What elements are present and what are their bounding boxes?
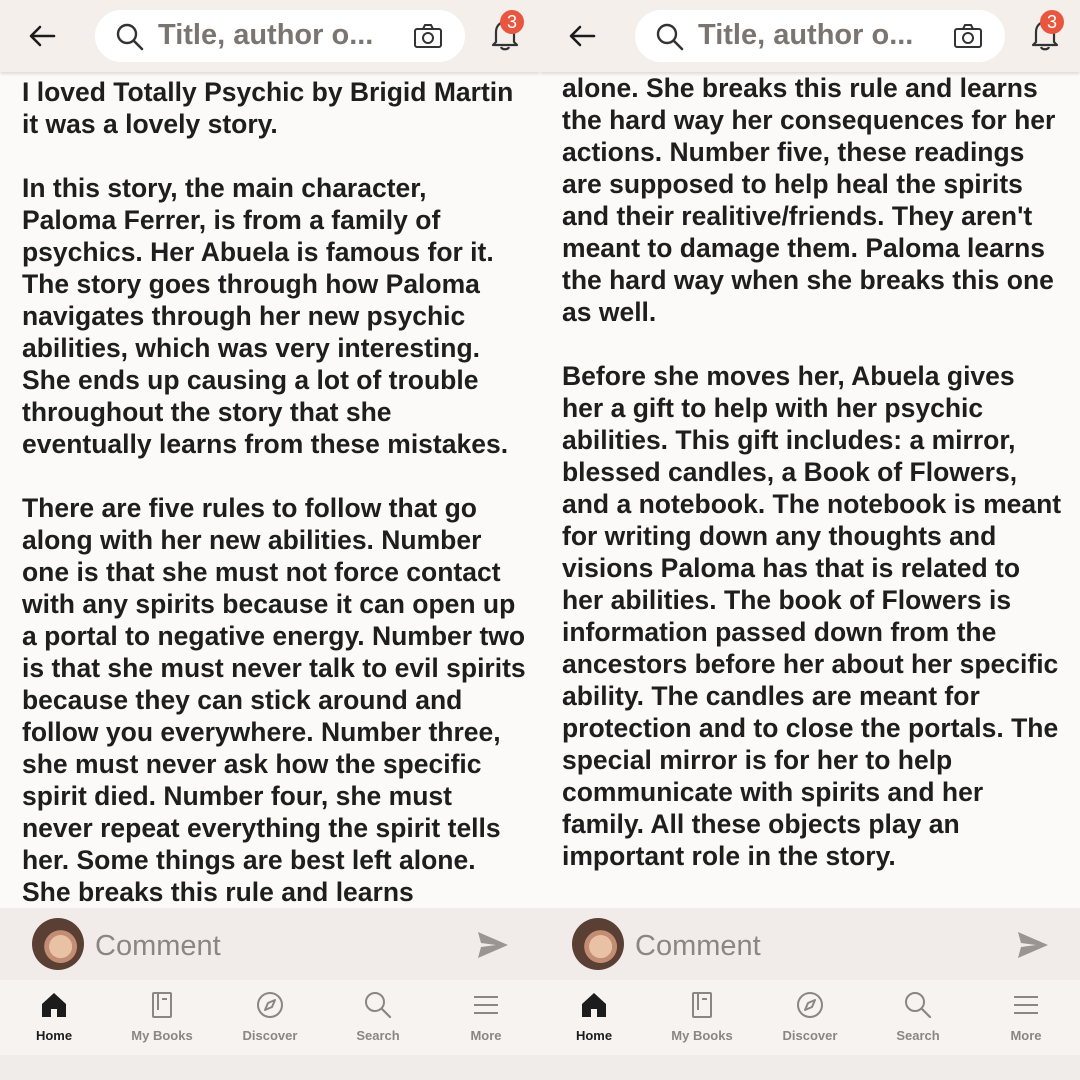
notification-badge: 3 (500, 10, 524, 34)
search-input[interactable] (95, 10, 465, 62)
send-icon[interactable] (476, 930, 510, 960)
camera-icon[interactable] (953, 23, 983, 49)
nav-label: More (470, 1028, 502, 1043)
menu-icon (1011, 990, 1041, 1020)
bottom-nav (540, 980, 1080, 1055)
menu-icon (471, 990, 501, 1020)
avatar (572, 918, 624, 970)
screen-right (540, 0, 1080, 1080)
nav-discover[interactable] (225, 990, 315, 1050)
comment-bar (540, 908, 1080, 980)
search-icon (363, 990, 393, 1020)
review-paragraph: I loved Totally Psychic by Brigid Martin it was a lovely story. (22, 77, 514, 139)
back-arrow-icon[interactable] (566, 20, 598, 52)
nav-label: My Books (671, 1028, 733, 1043)
nav-label: Search (896, 1028, 940, 1043)
books-icon (147, 990, 177, 1020)
review-paragraph: alone. She breaks this rule and learns the hard way her consequences for her actions. Number five, these readings are supposed to help heal the spirits and their realitive/friends. They aren't meant to damage them. Paloma learns the hard way when she breaks this one as well. (562, 73, 1056, 327)
nav-my-books[interactable] (117, 990, 207, 1050)
top-bar (540, 0, 1080, 72)
search-input[interactable] (635, 10, 1005, 62)
home-icon (579, 990, 609, 1020)
compass-icon (255, 990, 285, 1020)
nav-label: More (1010, 1028, 1042, 1043)
nav-label: Discover (782, 1028, 838, 1043)
review-text (22, 76, 527, 908)
comment-bar (0, 908, 540, 980)
review-paragraph: Before she moves her, Abuela gives her a gift to help with her psychic abilities. This gift includes: a mirror, blessed candles, a Book of Flowers, and a notebook. The notebook is meant for writing down any thoughts and visions Paloma has that is related to her abilities. The book of Flowers is information passed down from the ancestors before her about her specific ability. The candles are meant for protection and to close the portals. The special mirror is for her to help communicate with spirits and her family. All these objects play an important role in the story. (562, 361, 1062, 871)
back-arrow-icon[interactable] (26, 20, 58, 52)
search-icon (655, 22, 685, 52)
system-bar (0, 1055, 540, 1080)
comment-input[interactable]: Comment (635, 930, 761, 962)
nav-discover[interactable] (765, 990, 855, 1050)
nav-label: My Books (131, 1028, 193, 1043)
search-placeholder: Title, author o... (698, 19, 914, 51)
notification-badge: 3 (1040, 10, 1064, 34)
nav-label: Home (35, 1028, 73, 1043)
nav-label: Discover (242, 1028, 298, 1043)
nav-more[interactable] (441, 990, 531, 1050)
review-text (562, 72, 1062, 904)
comment-input[interactable]: Comment (95, 930, 221, 962)
send-icon[interactable] (1016, 930, 1050, 960)
nav-home[interactable] (549, 990, 639, 1050)
review-paragraph: There are five rules to follow that go along with her new abilities. Number one is that she must not force contact with any spirits because it can open up a portal to negative energy. Number two is that she must never talk to evil spirits because they can stick around and follow you everywhere. Number three, she must never ask how the specific spirit died. Number four, she must never repeat everything the spirit tells her. Some things are best left alone. She breaks this rule and learns (22, 493, 526, 907)
top-bar (0, 0, 540, 72)
search-placeholder: Title, author o... (158, 19, 374, 51)
avatar (32, 918, 84, 970)
nav-label: Home (575, 1028, 613, 1043)
books-icon (687, 990, 717, 1020)
nav-label: Search (356, 1028, 400, 1043)
nav-search[interactable] (873, 990, 963, 1050)
nav-my-books[interactable] (657, 990, 747, 1050)
home-icon (39, 990, 69, 1020)
review-paragraph: In this story, the main character, Paloma Ferrer, is from a family of psychics. Her Abuela is famous for it. The story goes through how Paloma navigates through her new psychic abilities, which was very interesting. She ends up causing a lot of trouble throughout the story that she eventually learns from these mistakes. (22, 173, 509, 459)
nav-search[interactable] (333, 990, 423, 1050)
nav-home[interactable] (9, 990, 99, 1050)
bottom-nav (0, 980, 540, 1055)
compass-icon (795, 990, 825, 1020)
nav-more[interactable] (981, 990, 1071, 1050)
search-icon (903, 990, 933, 1020)
search-icon (115, 22, 145, 52)
system-bar (540, 1055, 1080, 1080)
camera-icon[interactable] (413, 23, 443, 49)
